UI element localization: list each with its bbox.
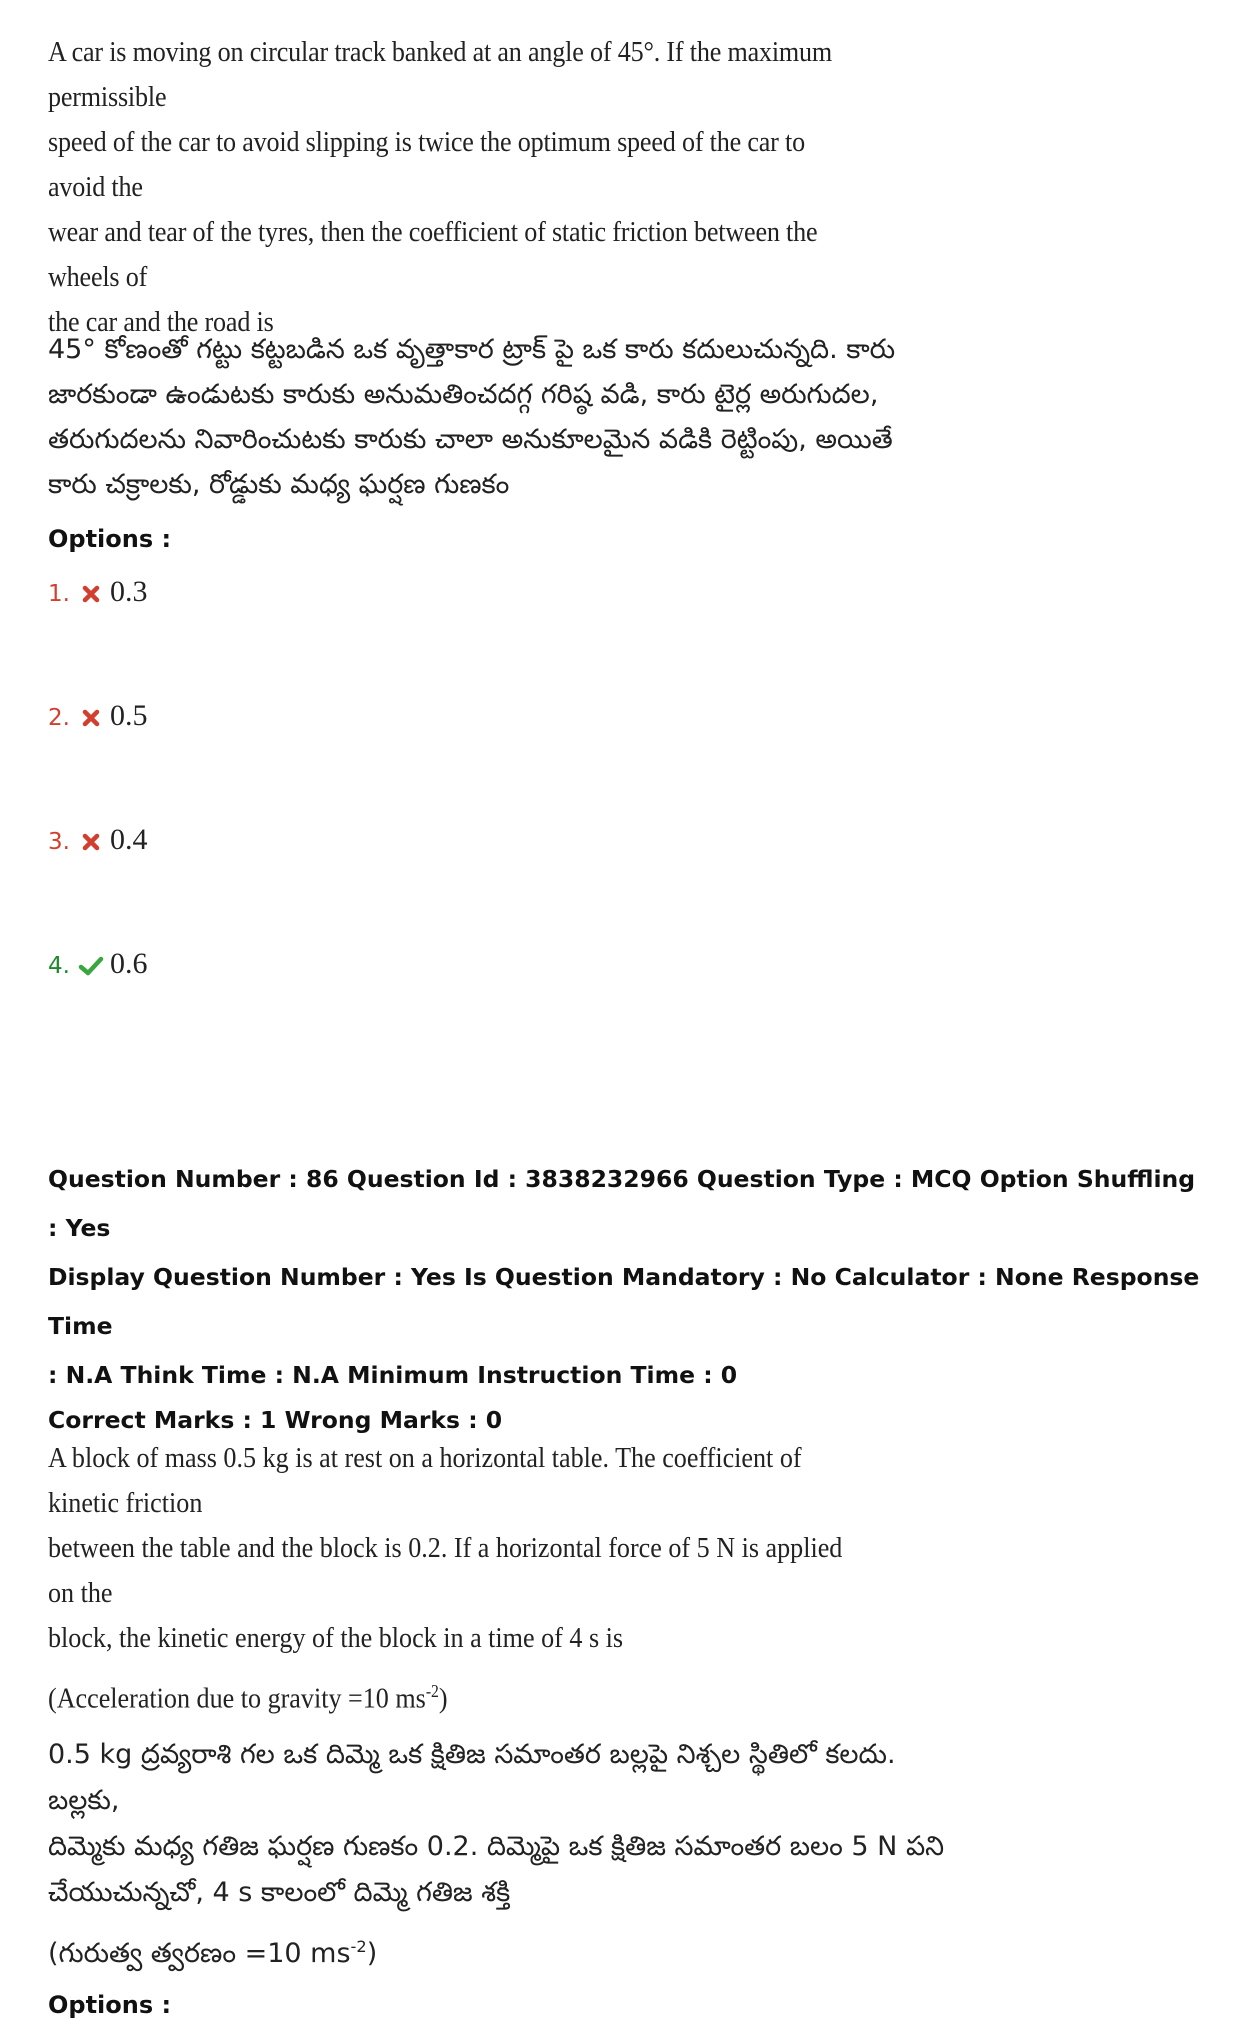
options-label: Options :: [48, 1990, 172, 2019]
question-line: between the table and the block is 0.2. If a horizontal force of 5 N is applied on the: [48, 1532, 843, 1609]
option-number: 3.: [48, 829, 70, 855]
question-text-telugu: [48, 327, 948, 507]
marks-info: Correct Marks : 1 Wrong Marks : 0: [48, 1406, 503, 1434]
option-number: 1.: [48, 581, 70, 607]
gravity-text: (గురుత్వ త్వరణం =10 ms: [48, 1937, 351, 1969]
meta-line: : N.A Think Time : N.A Minimum Instruction Time : 0: [48, 1361, 738, 1389]
question-line: wear and tear of the tyres, then the coefficient of static friction between the wheels of: [48, 216, 818, 293]
cross-icon: [78, 581, 104, 607]
option-item: [48, 575, 1208, 699]
exponent: -2: [350, 1936, 367, 1956]
question-text-telugu: [48, 1732, 948, 1977]
cross-icon: [78, 829, 104, 855]
exponent: -2: [425, 1681, 439, 1701]
cross-icon: [78, 705, 104, 731]
option-item: [48, 947, 1208, 1071]
option-value: 0.6: [110, 947, 148, 980]
question-line: దిమ్మెకు మధ్య గతిజ ఘర్షణ గుణకం 0.2. దిమ్మెపై ఒక క్షితిజ సమాంతర బలం 5 N పని: [48, 1830, 945, 1862]
gravity-text: (Acceleration due to gravity =10 ms: [48, 1682, 426, 1715]
question-line: జారకుండా ఉండుటకు కారుకు అనుమతించదగ్గ గరిష్ఠ వడి, కారు టైర్ల అరుగుదల,: [48, 379, 879, 410]
question-line: block, the kinetic energy of the block in a time of 4 s is: [48, 1622, 624, 1654]
question-line: తరుగుదలను నివారించుటకు కారుకు చాలా అనుకూలమైన వడికి రెట్టింపు, అయితే: [48, 424, 893, 455]
question-line: 45° కోణంతో గట్టు కట్టబడిన ఒక వృత్తాకార ట్రాక్ పై ఒక కారు కదులుచున్నది. కారు: [48, 334, 896, 365]
meta-line: Display Question Number : Yes Is Question Mandatory : No Calculator : None Response Time: [48, 1263, 1200, 1340]
question-line: కారు చక్రాలకు, రోడ్డుకు మధ్య ఘర్షణ గుణకం: [48, 469, 510, 500]
question-line: 0.5 kg ద్రవ్యరాశి గల ఒక దిమ్మె ఒక క్షితిజ సమాంతర బల్లపై నిశ్చల స్థితిలో కలదు. బల్లకు,: [48, 1738, 896, 1816]
option-number: 2.: [48, 705, 70, 731]
question-line: speed of the car to avoid slipping is twice the optimum speed of the car to avoid the: [48, 126, 805, 203]
question-meta: [48, 1155, 1208, 1400]
question-page: [48, 30, 1208, 2041]
option-value: 0.5: [110, 699, 148, 732]
option-item: [48, 699, 1208, 823]
question-line: A block of mass 0.5 kg is at rest on a horizontal table. The coefficient of kinetic friction: [48, 1442, 802, 1519]
option-number: 4.: [48, 953, 70, 979]
question-line: the car and the road is: [48, 306, 274, 338]
meta-line: Question Number : 86 Question Id : 3838232966 Question Type : MCQ Option Shuffling : Yes: [48, 1165, 1196, 1242]
gravity-close: ): [366, 1937, 378, 1969]
gravity-note: [48, 1924, 948, 1977]
question-line: A car is moving on circular track banked at an angle of 45°. If the maximum permissible: [48, 36, 833, 113]
gravity-close: ): [438, 1682, 448, 1715]
option-value: 0.3: [110, 575, 148, 608]
options-label: Options :: [48, 525, 172, 553]
gravity-note: [48, 1669, 858, 1722]
option-item: [48, 823, 1208, 947]
check-icon: [78, 953, 104, 979]
option-value: 0.4: [110, 823, 148, 856]
question-line: చేయుచున్నచో, 4 s కాలంలో దిమ్మె గతిజ శక్తి: [48, 1876, 511, 1908]
question-text-english: [48, 30, 858, 345]
options-list: [48, 575, 1208, 1071]
question-text-english: [48, 1436, 858, 1722]
